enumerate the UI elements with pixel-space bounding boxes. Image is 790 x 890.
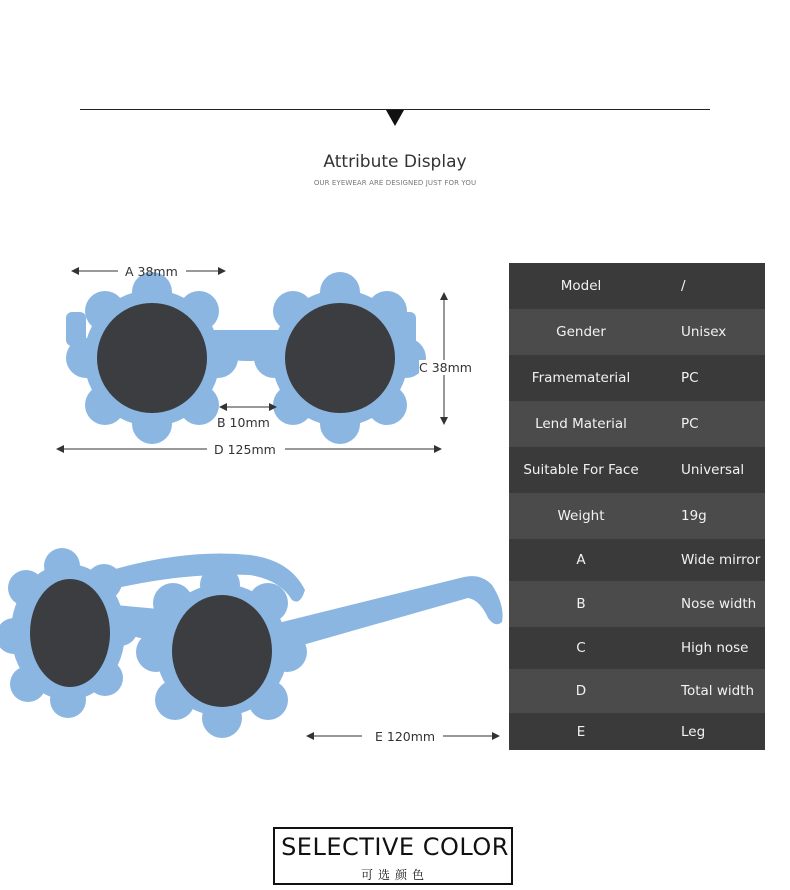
side-left-lens <box>30 579 110 687</box>
spec-key: Gender <box>556 324 606 340</box>
spec-key: Model <box>560 278 602 294</box>
spec-row <box>509 539 765 581</box>
spec-row <box>509 627 765 669</box>
nose-bridge <box>205 330 290 361</box>
spec-value: 19g <box>681 508 707 524</box>
spec-key: A <box>576 552 586 568</box>
spec-row <box>509 713 765 750</box>
spec-value: PC <box>681 416 699 432</box>
spec-key: Suitable For Face <box>523 462 639 478</box>
spec-key: Weight <box>557 508 605 524</box>
glasses-side-diagram <box>0 530 510 755</box>
spec-value: Nose width <box>681 596 757 612</box>
spec-value: Total width <box>681 683 755 699</box>
spec-value: Unisex <box>681 324 727 340</box>
spec-value: Wide mirror <box>681 552 761 568</box>
spec-key: D <box>575 683 587 699</box>
spec-key: C <box>576 640 586 656</box>
dim-d-label: D 125mm <box>214 442 276 457</box>
spec-row <box>509 581 765 627</box>
dim-e-label: E 120mm <box>375 729 436 744</box>
page-title: Attribute Display <box>323 152 467 172</box>
dim-c-label: C 38mm <box>419 360 472 375</box>
spec-row <box>509 669 765 713</box>
selective-color-title: SELECTIVE COLOR <box>281 833 509 861</box>
spec-row <box>509 447 765 493</box>
temple-arm-near <box>270 576 503 650</box>
spec-value: Leg <box>681 723 706 740</box>
side-right-lens <box>172 595 272 707</box>
page-subtitle: OUR EYEWEAR ARE DESIGNED JUST FOR YOU <box>313 179 477 187</box>
spec-row <box>509 401 765 447</box>
dim-b-label: B 10mm <box>217 415 270 430</box>
selective-color-subtitle: 可选颜色 <box>360 868 429 882</box>
spec-key: E <box>576 723 586 740</box>
spec-row <box>509 493 765 539</box>
spec-value: Universal <box>681 462 745 478</box>
spec-value: High nose <box>681 640 749 656</box>
left-lens <box>97 303 207 413</box>
spec-value: / <box>681 278 686 294</box>
right-lens <box>285 303 395 413</box>
down-triangle-icon <box>386 110 404 126</box>
spec-row <box>509 263 765 309</box>
spec-key: Lend Material <box>535 416 627 432</box>
spec-row <box>509 309 765 355</box>
spec-key: Framematerial <box>531 370 631 386</box>
spec-value: PC <box>681 370 699 386</box>
spec-key: B <box>576 596 586 612</box>
spec-row <box>509 355 765 401</box>
specs-table <box>509 263 765 750</box>
dim-a-label: A 38mm <box>125 264 178 279</box>
